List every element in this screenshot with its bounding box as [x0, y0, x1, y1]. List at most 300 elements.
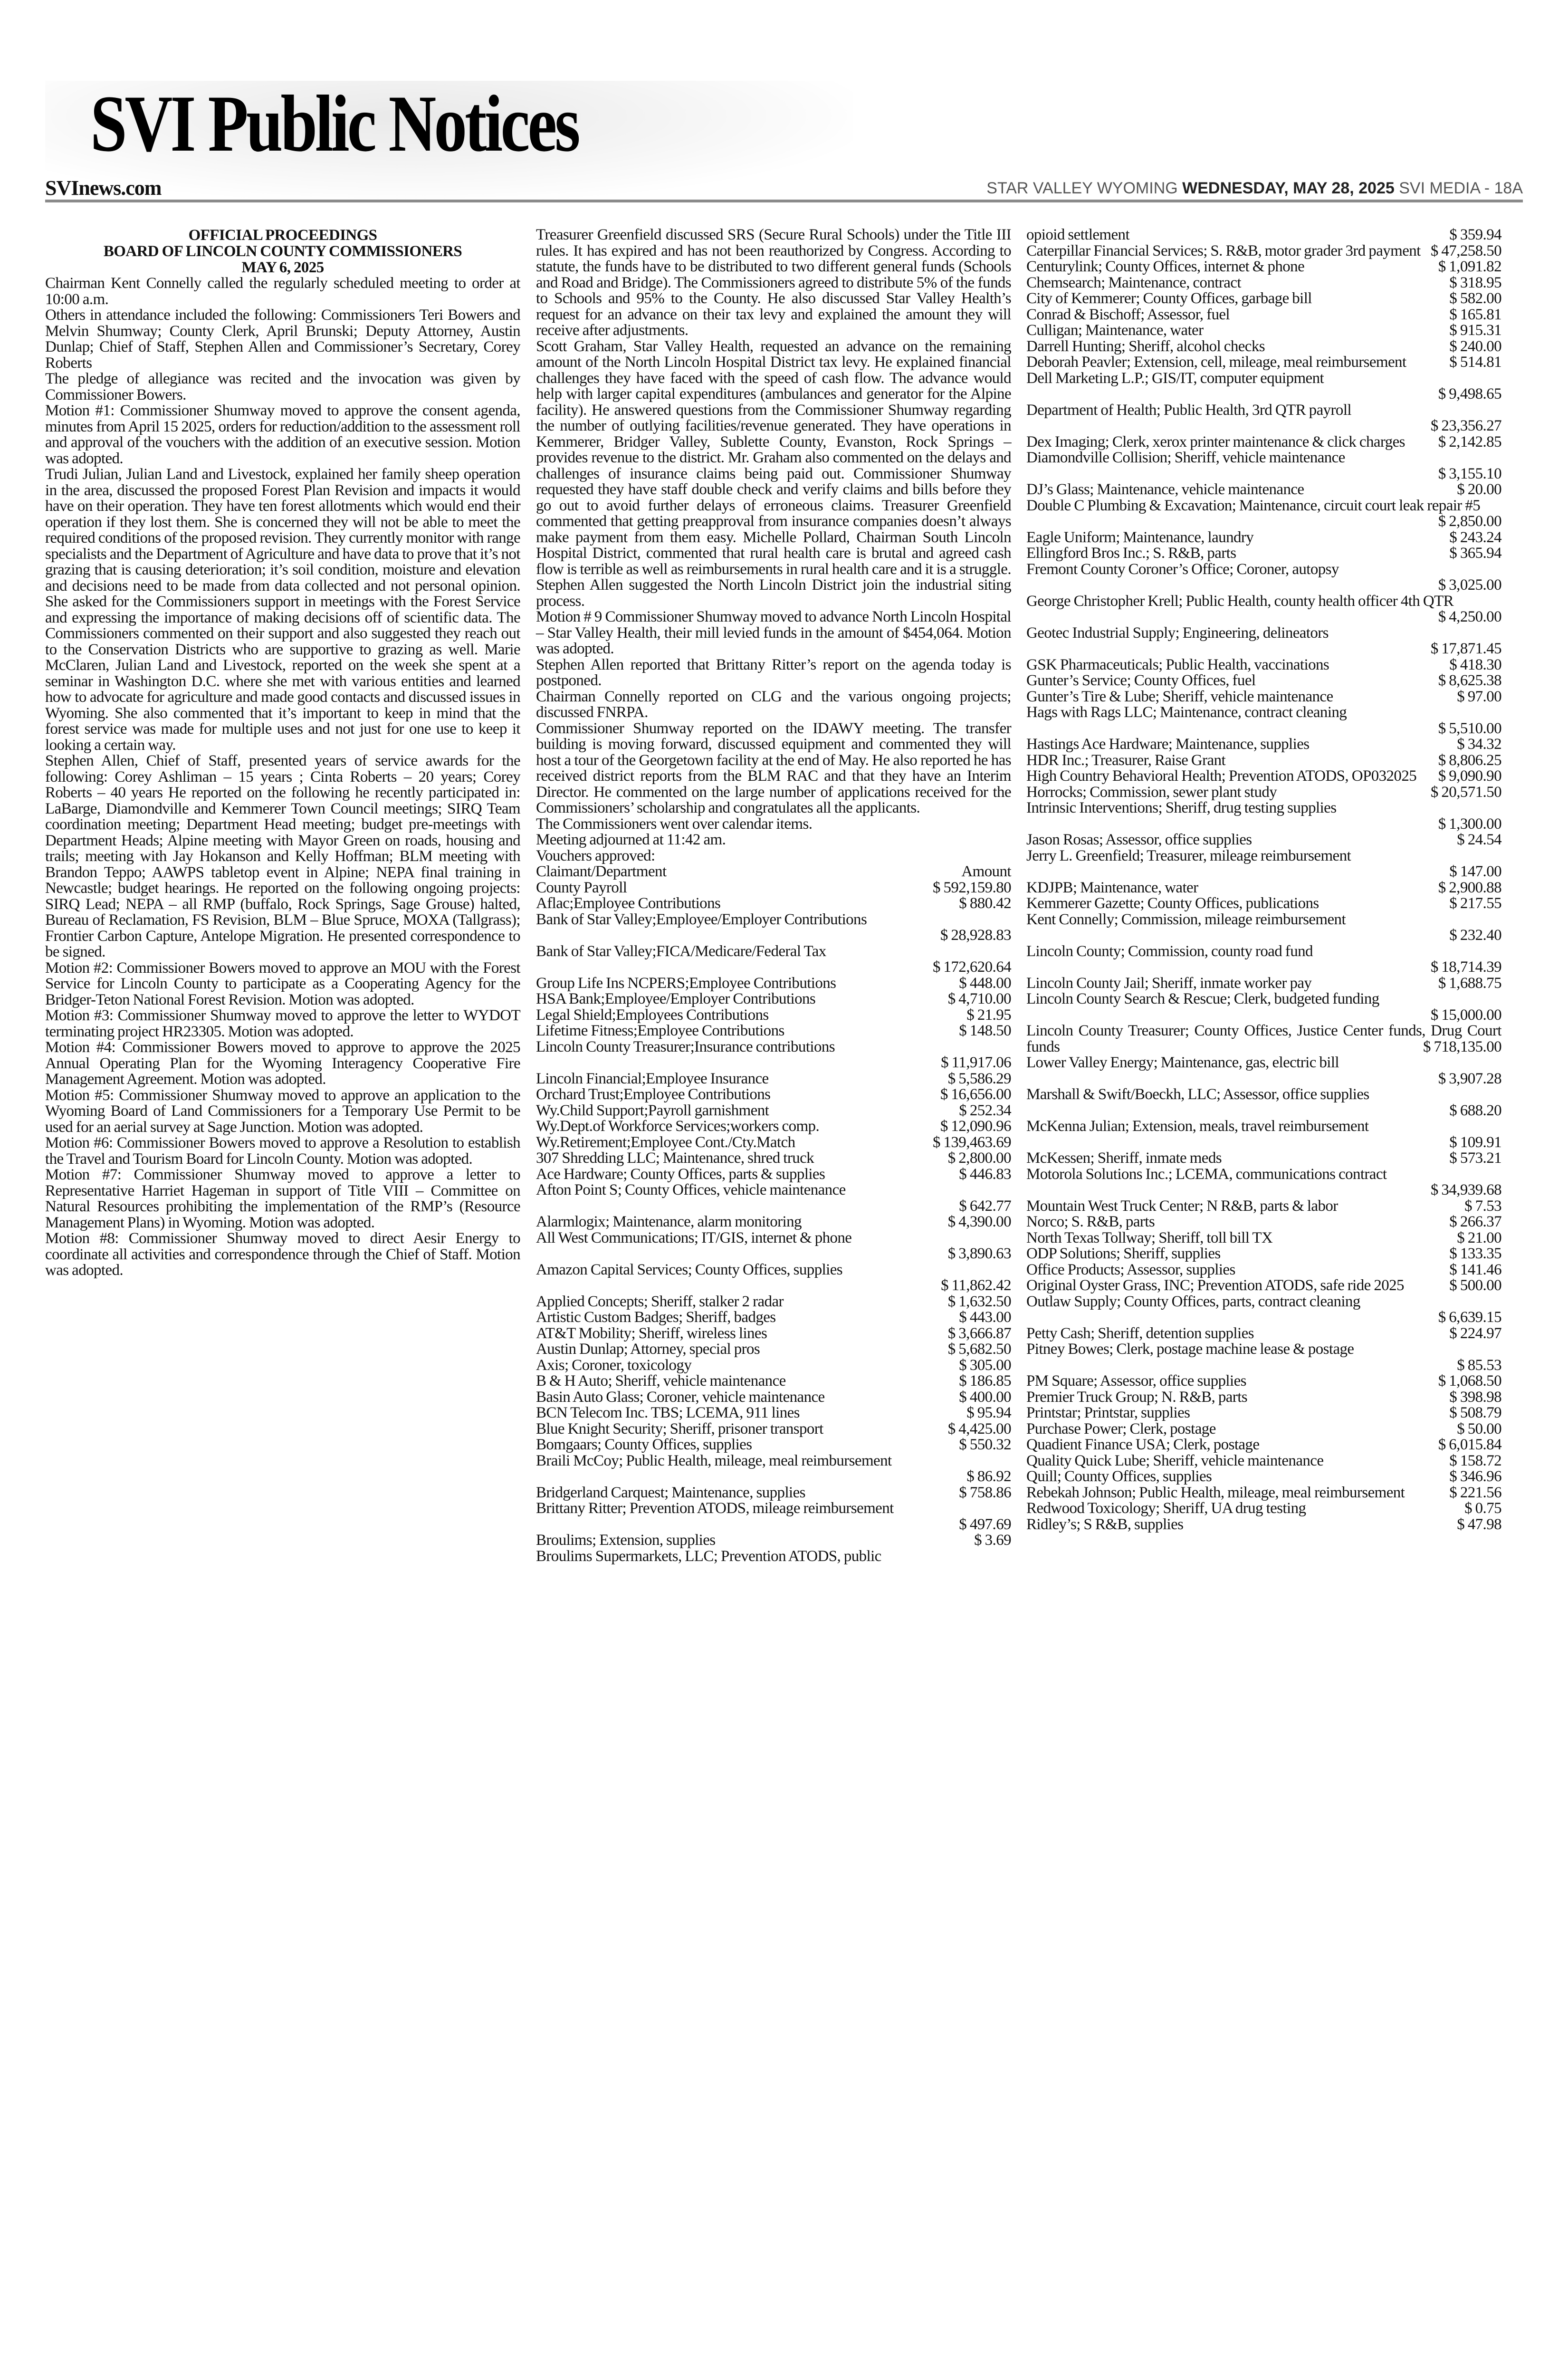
voucher-amount: $ 20.00: [1457, 481, 1501, 498]
voucher-claimant: PM Square; Assessor, office supplies: [1026, 1372, 1246, 1389]
notice-paragraph: Stephen Allen reported that Brittany Ritter’s report on the agenda today is postponed.: [536, 656, 1011, 689]
voucher-row: [1026, 1437, 1501, 1453]
voucher-claimant: Orchard Trust;Employee Contributions: [536, 1086, 771, 1103]
vouchers-header-amount: Amount: [961, 863, 1011, 880]
voucher-claimant: Ace Hardware; County Offices, parts & supplies: [536, 1165, 825, 1183]
voucher-amount: $ 16,656.00: [940, 1086, 1011, 1103]
voucher-amount: $ 3,666.87: [947, 1324, 1011, 1342]
voucher-amount: $ 7.53: [1464, 1197, 1501, 1215]
vouchers-list: [536, 880, 1011, 1565]
voucher-amount: $ 3,907.28: [1438, 1070, 1501, 1087]
voucher-amount: $ 4,250.00: [1438, 608, 1501, 625]
voucher-row: [1026, 848, 1501, 880]
voucher-row: [536, 1373, 1011, 1389]
voucher-claimant: Lower Valley Energy; Maintenance, gas, electric bill: [1026, 1054, 1339, 1071]
voucher-claimant: opioid settlement: [1026, 226, 1130, 243]
voucher-row: [1026, 1453, 1501, 1469]
voucher-claimant: Quadient Finance USA; Clerk, postage: [1026, 1436, 1260, 1453]
voucher-amount: $ 97.00: [1457, 688, 1501, 705]
voucher-amount: $ 508.79: [1449, 1404, 1501, 1421]
voucher-claimant: Jerry L. Greenfield; Treasurer, mileage reimbursement: [1026, 847, 1351, 864]
voucher-claimant: City of Kemmerer; County Offices, garbage bill: [1026, 290, 1312, 307]
voucher-row: [1026, 323, 1501, 339]
voucher-row: [1026, 1326, 1501, 1342]
voucher-claimant: Broulims; Extension, supplies: [536, 1532, 716, 1549]
voucher-amount: $ 446.83: [959, 1165, 1011, 1183]
voucher-claimant: Hastings Ace Hardware; Maintenance, supplies: [1026, 736, 1310, 753]
voucher-amount: $ 95.94: [966, 1404, 1011, 1421]
voucher-row: [536, 1103, 1011, 1119]
voucher-amount: $ 158.72: [1449, 1452, 1501, 1469]
voucher-row: [536, 1437, 1011, 1453]
voucher-claimant: Darrell Hunting; Sheriff, alcohol checks: [1026, 337, 1265, 355]
voucher-claimant: Gunter’s Service; County Offices, fuel: [1026, 672, 1256, 689]
voucher-amount: $ 398.98: [1449, 1388, 1501, 1406]
voucher-amount: $ 243.24: [1449, 528, 1501, 546]
voucher-claimant: ODP Solutions; Sheriff, supplies: [1026, 1245, 1221, 1262]
voucher-amount: $ 4,425.00: [947, 1420, 1011, 1437]
voucher-row: [1026, 1405, 1501, 1421]
voucher-claimant: All West Communications; IT/GIS, internet & phone: [536, 1229, 852, 1246]
notice-paragraph: Others in attendance included the following: Commissioners Teri Bowers and Melvin Shumway; County Clerk, April Brunski; Deputy Attorney, Austin Dunlap; Chief of Staff, Stephen Allen and Commissioner’s Secretary, Corey Roberts: [45, 307, 520, 372]
voucher-amount: $ 186.85: [959, 1372, 1011, 1389]
voucher-row: [1026, 976, 1501, 992]
notice-paragraph: Motion #5: Commissioner Shumway moved to approve an application to the Wyoming Board of Land Commissioners for a Temporary Use Permit to be used for an aerial survey at Sage Junction. Motion was adopted.: [45, 1086, 520, 1136]
voucher-claimant: Motorola Solutions Inc.; LCEMA, communications contract: [1026, 1165, 1387, 1183]
voucher-claimant: Fremont County Coroner’s Office; Coroner, autopsy: [1026, 560, 1339, 578]
voucher-amount: $ 240.00: [1449, 337, 1501, 355]
voucher-claimant: Kemmerer Gazette; County Offices, publications: [1026, 895, 1319, 912]
voucher-row: [1026, 1167, 1501, 1198]
voucher-claimant: Department of Health; Public Health, 3rd QTR payroll: [1026, 401, 1351, 419]
voucher-row: [1026, 800, 1501, 832]
voucher-amount: $ 550.32: [959, 1436, 1011, 1453]
voucher-claimant: Original Oyster Grass, INC; Prevention ATODS, safe ride 2025: [1026, 1278, 1404, 1294]
notice-heading-2: BOARD OF LINCOLN COUNTY COMMISSIONERS: [103, 243, 462, 260]
voucher-row: [1026, 991, 1501, 1023]
voucher-row: [1026, 371, 1501, 402]
voucher-row: [536, 1310, 1011, 1326]
voucher-row: [1026, 1246, 1501, 1262]
notice-paragraph: Treasurer Greenfield discussed SRS (Secure Rural Schools) under the Title III rules. It has expired and has not been reauthorized by Congress. According to statute, the funds have to be distributed to two different general funds (Schools and Road and Bridge). The Commissioners agreed to distribute 5% of the funds to Schools and 95% to the County. He also discussed Star Valley Health’s request for an advance on their tax levy and explained the amount they will receive after adjustments.: [536, 226, 1011, 339]
voucher-amount: $ 23,356.27: [1430, 417, 1501, 434]
voucher-row: [536, 912, 1011, 944]
voucher-row: [536, 1294, 1011, 1310]
voucher-row: [536, 1533, 1011, 1549]
notice-heading-1: OFFICIAL PROCEEDINGS: [188, 227, 377, 244]
voucher-row: [1026, 1485, 1501, 1501]
voucher-amount: $ 133.35: [1449, 1245, 1501, 1262]
vouchers-list-continued: [1026, 227, 1501, 1533]
voucher-amount: $ 266.37: [1449, 1213, 1501, 1230]
voucher-amount: $ 21.00: [1457, 1229, 1501, 1246]
notice-paragraph: Motion #7: Commissioner Shumway moved to approve a letter to Representative Harriet Hageman in support of Title VIII – Committee on Natural Resources prohibiting the implementation of the RMP’s (Resource Management Plans) in Wyoming. Motion was adopted.: [45, 1166, 520, 1231]
voucher-row: [1026, 896, 1501, 912]
voucher-claimant: Conrad & Bischoff; Assessor, fuel: [1026, 306, 1230, 323]
voucher-amount: $ 305.00: [959, 1356, 1011, 1374]
voucher-claimant: Outlaw Supply; County Offices, parts, contract cleaning: [1026, 1293, 1360, 1310]
notice-paragraph: Stephen Allen, Chief of Staff, presented years of service awards for the following: Corey Ashliman – 15 years ; Cinta Roberts – 20 years; Corey Roberts – 40 years He reported on the following he recently participated in: LaBarge, Diamondville and Kemmerer Town Council meetings; SIRQ Team coordination meeting; Department Head meeting; budget pre-meetings with Department Heads; Alpine meeting with Mayor Green on roads, housing and trails; meeting with Jay Hokanson and Kelly Hoffman; BLM meeting with Brandon Teppo; AAWPS tabletop event in Alpine; NEPA final training in Newcastle; budget hearings. He reported on the following ongoing projects: SIRQ Lead; NEPA – all RMP (buffalo, Rock Springs, Sage Grouse) halted, Bureau of Reclamation, FS Revision, BLM – Blue Spruce, MOXA (Tallgrass); Frontier Carbon Capture, Antelope Migration. He presented correspondence to be signed.: [45, 752, 520, 960]
voucher-row: [1026, 243, 1501, 259]
voucher-claimant: McKenna Julian; Extension, meals, travel reimbursement: [1026, 1118, 1369, 1135]
voucher-claimant: Dell Marketing L.P.; GIS/IT, computer equipment: [1026, 369, 1324, 387]
voucher-row: [1026, 1023, 1501, 1055]
voucher-amount: $ 85.53: [1457, 1356, 1501, 1374]
voucher-row: [1026, 1119, 1501, 1150]
voucher-row: [536, 1262, 1011, 1294]
voucher-row: [1026, 1421, 1501, 1437]
voucher-row: [1026, 1373, 1501, 1389]
voucher-claimant: Quality Quick Lube; Sheriff, vehicle maintenance: [1026, 1452, 1324, 1469]
voucher-amount: $ 252.34: [959, 1102, 1011, 1119]
notice-paragraph: Trudi Julian, Julian Land and Livestock, explained her family sheep operation in the area, discussed the proposed Forest Plan Revision and impacts it would have on their operation. They have ten forest allotments which would end their operation if they lost them. She is concerned they will not be able to meet the required conditions of the proposed revision. They currently monitor with range specialists and the Department of Agriculture and have data to prove that it’s not grazing that is causing deterioration; it’s soil condition, moisture and elevation and decisions need to be made from data collected and not personal opinion. She asked for the Commissioners support in meetings with the Forest Service and expressing the importance of making decisions off of scientific data. The Commissioners commented on their support and also suggested they reach out to the Conservation Districts who are supportive to grazing as well. Marie McClaren, Julian Land and Livestock, reported on the week she spent at a seminar in Washington D.C. where she met with various entities and learned how to advocate for agriculture and made good contacts and discussed issues in Wyoming. She also commented that it’s important to keep in mind that the forest service was made for multiple uses and not just for one use to keep it looking a certain way.: [45, 466, 520, 754]
voucher-claimant: Ellingford Bros Inc.; S. R&B, parts: [1026, 545, 1236, 562]
voucher-claimant: Wy.Retirement;Employee Cont./Cty.Match: [536, 1133, 795, 1151]
voucher-amount: $ 9,090.90: [1438, 768, 1501, 785]
voucher-amount: $ 6,639.15: [1438, 1309, 1501, 1326]
voucher-amount: $ 582.00: [1449, 290, 1501, 307]
voucher-amount: $ 18,714.39: [1430, 958, 1501, 976]
voucher-row: [1026, 912, 1501, 944]
voucher-claimant: Redwood Toxicology; Sheriff, UA drug testing: [1026, 1500, 1306, 1517]
voucher-claimant: Lincoln Financial;Employee Insurance: [536, 1070, 769, 1087]
voucher-claimant: Eagle Uniform; Maintenance, laundry: [1026, 528, 1254, 546]
voucher-row: [1026, 562, 1501, 594]
voucher-claimant: Wy.Dept.of Workforce Services;workers comp.: [536, 1118, 820, 1135]
voucher-amount: $ 5,682.50: [947, 1341, 1011, 1358]
notice-paragraph: Vouchers approved:: [536, 847, 655, 864]
voucher-claimant: Printstar; Printstar, supplies: [1026, 1404, 1190, 1421]
voucher-amount: $ 8,806.25: [1438, 751, 1501, 769]
notice-paragraph: Scott Graham, Star Valley Health, requested an advance on the remaining amount of the North Lincoln Hospital District tax levy. He explained financial challenges they have faced with the speed of cash flow. The advance would help with larger capital expenditures (ambulances and generator for the Alpine facility). He answered questions from the Commissioner Shumway regarding the number of outlying facilities/revenue generated. They have operations in Kemmerer, Bridger Valley, Sublette County, Evanston, Rock Springs – provides revenue to the district. Mr. Graham also commented on the delays and challenges of insurance claims being paid out. Commissioner Shumway requested they have staff double check and verify claims and bills before they go out to avoid further delays of erroneous claims. Treasurer Greenfield commented that getting preapproval from insurance companies doesn’t always make payment from them easy. Michelle Pollard, Chairman South Lincoln Hospital District, commented that rural health care is brutal and agreed cash flow is terrible as well as reimbursements in rural health care and it is a struggle. Stephen Allen suggested the North Lincoln District join the industrial siting process.: [536, 337, 1011, 610]
voucher-claimant: Ridley’s; S R&B, supplies: [1026, 1515, 1184, 1533]
voucher-row: [1026, 498, 1501, 530]
voucher-row: [1026, 1087, 1501, 1119]
voucher-amount: $ 688.20: [1449, 1102, 1501, 1119]
voucher-amount: $ 359.94: [1449, 226, 1501, 243]
voucher-claimant: Hags with Rags LLC; Maintenance, contract cleaning: [1026, 704, 1347, 721]
dateline: [986, 179, 1523, 198]
voucher-amount: $ 0.75: [1464, 1500, 1501, 1517]
voucher-amount: $ 3,025.00: [1438, 576, 1501, 594]
voucher-claimant: Bank of Star Valley;Employee/Employer Contributions: [536, 910, 867, 928]
voucher-claimant: Axis; Coroner, toxicology: [536, 1356, 692, 1374]
notice-body: [45, 276, 520, 1279]
voucher-claimant: Double C Plumbing & Excavation; Maintenance, circuit court leak repair #5: [1026, 498, 1481, 514]
voucher-claimant: Norco; S. R&B, parts: [1026, 1213, 1155, 1230]
voucher-amount: $ 24.54: [1457, 831, 1501, 848]
notice-paragraph: Meeting adjourned at 11:42 am.: [536, 831, 726, 848]
voucher-claimant: Diamondville Collision; Sheriff, vehicle maintenance: [1026, 449, 1345, 466]
voucher-amount: $ 148.50: [959, 1022, 1011, 1039]
voucher-claimant: Chemsearch; Maintenance, contract: [1026, 274, 1241, 291]
voucher-claimant: Brittany Ritter; Prevention ATODS, mileage reimbursement: [536, 1500, 894, 1517]
voucher-row: [1026, 880, 1501, 896]
voucher-amount: $ 642.77: [959, 1197, 1011, 1215]
vouchers-header-claimant: Claimant/Department: [536, 863, 667, 880]
voucher-amount: $ 221.56: [1449, 1485, 1501, 1501]
voucher-row: [536, 1326, 1011, 1342]
voucher-amount: $ 109.91: [1449, 1133, 1501, 1151]
voucher-row: [536, 1150, 1011, 1167]
website-link[interactable]: SVInews.com: [45, 176, 162, 200]
voucher-claimant: Bank of Star Valley;FICA/Medicare/Federal Tax: [536, 942, 826, 960]
voucher-claimant: Deborah Peavler; Extension, cell, mileage, meal reimbursement: [1026, 354, 1406, 371]
voucher-claimant: Culligan; Maintenance, water: [1026, 322, 1204, 339]
voucher-amount: $ 915.31: [1449, 322, 1501, 339]
voucher-row: [1026, 1389, 1501, 1406]
voucher-row: [536, 976, 1011, 992]
voucher-amount: $ 141.46: [1449, 1261, 1501, 1278]
voucher-amount: $ 318.95: [1449, 274, 1501, 291]
voucher-row: [1026, 673, 1501, 689]
voucher-row: [536, 1230, 1011, 1262]
notice-paragraph: Commissioner Shumway reported on the IDAWY meeting. The transfer building is moving forward, discussed equipment and commented they will host a tour of the Georgetown facility at the end of May. He also reported he has received district reports from the BLM RAC and that they have an Interim Director. He commented on the large number of applications received for the Commissioners’ scholarship and congratulates all the applicants.: [536, 719, 1011, 816]
voucher-claimant: Broulims Supermarkets, LLC; Prevention ATODS, public: [536, 1547, 881, 1565]
voucher-claimant: Alarmlogix; Maintenance, alarm monitoring: [536, 1213, 802, 1230]
voucher-row: [1026, 768, 1501, 785]
voucher-row: [1026, 1230, 1501, 1246]
voucher-row: [1026, 482, 1501, 498]
voucher-claimant: Office Products; Assessor, supplies: [1026, 1261, 1235, 1278]
voucher-claimant: BCN Telecom Inc. TBS; LCEMA, 911 lines: [536, 1404, 800, 1421]
voucher-amount: $ 3.69: [974, 1532, 1011, 1549]
voucher-amount: $ 47.98: [1457, 1515, 1501, 1533]
voucher-row: [536, 1358, 1011, 1374]
voucher-claimant: Intrinsic Interventions; Sheriff, drug testing supplies: [1026, 799, 1337, 816]
voucher-claimant: HSA Bank;Employee/Employer Contributions: [536, 990, 816, 1007]
voucher-claimant: High Country Behavioral Health; Prevention ATODS, OP032025: [1026, 768, 1417, 785]
notice-heading-3: MAY 6, 2025: [241, 259, 324, 276]
voucher-claimant: Premier Truck Group; N. R&B, parts: [1026, 1388, 1248, 1406]
voucher-amount: $ 443.00: [959, 1309, 1011, 1326]
voucher-claimant: North Texas Tollway; Sheriff, toll bill TX: [1026, 1229, 1273, 1246]
voucher-row: [536, 944, 1011, 976]
voucher-amount: $ 9,498.65: [1438, 385, 1501, 402]
voucher-claimant: 307 Shredding LLC; Maintenance, shred truck: [536, 1150, 814, 1167]
voucher-amount: $ 4,390.00: [947, 1213, 1011, 1230]
voucher-claimant: George Christopher Krell; Public Health, county health officer 4th QTR: [1026, 593, 1454, 610]
voucher-claimant: Kent Connelly; Commission, mileage reimbursement: [1026, 910, 1346, 928]
voucher-amount: $ 11,917.06: [941, 1054, 1011, 1071]
notice-paragraph: Motion #6: Commissioner Bowers moved to approve a Resolution to establish the Travel and Tourism Board for Lincoln County. Motion was adopted.: [45, 1134, 520, 1168]
voucher-row: [1026, 1150, 1501, 1167]
voucher-amount: $ 47,258.50: [1430, 243, 1501, 259]
voucher-row: [1026, 705, 1501, 737]
voucher-claimant: Rebekah Johnson; Public Health, mileage, meal reimbursement: [1026, 1485, 1405, 1501]
dateline-location: STAR VALLEY WYOMING: [986, 179, 1178, 197]
voucher-row: [1026, 689, 1501, 705]
vouchers-header: [536, 864, 1011, 880]
voucher-amount: $ 497.69: [959, 1515, 1011, 1533]
voucher-claimant: Quill; County Offices, supplies: [1026, 1468, 1212, 1485]
voucher-amount: $ 365.94: [1449, 545, 1501, 562]
voucher-row: [1026, 832, 1501, 848]
voucher-claimant: Caterpillar Financial Services; S. R&B, motor grader 3rd payment: [1026, 243, 1421, 259]
voucher-amount: $ 1,091.82: [1438, 258, 1501, 275]
notice-paragraph: Motion #8: Commissioner Shumway moved to direct Aesir Energy to coordinate all activities and correspondence through the Chief of Staff. Motion was adopted.: [45, 1230, 520, 1279]
voucher-row: [1026, 227, 1501, 243]
notice-paragraph: Motion #1: Commissioner Shumway moved to approve the consent agenda, minutes from April 15 2025, orders for reduction/addition to the assessment roll and approval of the vouchers with the addition of an executive session. Motion was adopted.: [45, 402, 520, 467]
voucher-row: [536, 1341, 1011, 1358]
voucher-claimant: Marshall & Swift/Boeckh, LLC; Assessor, office supplies: [1026, 1086, 1369, 1103]
dateline-section: SVI MEDIA - 18A: [1399, 179, 1523, 197]
voucher-row: [1026, 944, 1501, 976]
notice-paragraph: Motion #3: Commissioner Shumway moved to approve the letter to WYDOT terminating project HR23305. Motion was adopted.: [45, 1007, 520, 1040]
voucher-amount: $ 217.55: [1449, 895, 1501, 912]
voucher-claimant: AT&T Mobility; Sheriff, wireless lines: [536, 1324, 767, 1342]
voucher-amount: $ 573.21: [1449, 1150, 1501, 1167]
voucher-row: [536, 1405, 1011, 1421]
voucher-row: [1026, 1262, 1501, 1278]
notice-body-continued: [536, 227, 1011, 864]
notice-paragraph: The pledge of allegiance was recited and the invocation was given by Commissioner Bowers.: [45, 370, 520, 403]
voucher-claimant: Lincoln County Treasurer; County Offices, Justice Center funds, Drug Court funds: [1026, 1023, 1501, 1055]
voucher-amount: $ 3,890.63: [947, 1245, 1011, 1262]
voucher-row: [1026, 785, 1501, 801]
voucher-amount: $ 165.81: [1449, 306, 1501, 323]
voucher-amount: $ 4,710.00: [947, 990, 1011, 1007]
voucher-claimant: Applied Concepts; Sheriff, stalker 2 radar: [536, 1293, 784, 1310]
voucher-row: [536, 1501, 1011, 1533]
voucher-row: [536, 1485, 1011, 1501]
voucher-amount: $ 2,900.88: [1438, 879, 1501, 896]
voucher-row: [1026, 1278, 1501, 1294]
column-3: [1026, 227, 1501, 1533]
voucher-row: [1026, 625, 1501, 657]
voucher-row: [1026, 1055, 1501, 1087]
voucher-row: [1026, 657, 1501, 673]
voucher-claimant: Wy.Child Support;Payroll garnishment: [536, 1102, 769, 1119]
voucher-row: [1026, 1294, 1501, 1326]
voucher-amount: $ 1,632.50: [947, 1293, 1011, 1310]
voucher-claimant: Group Life Ins NCPERS;Employee Contributions: [536, 974, 836, 992]
voucher-row: [1026, 737, 1501, 753]
voucher-claimant: DJ’s Glass; Maintenance, vehicle maintenance: [1026, 481, 1304, 498]
voucher-claimant: Bomgaars; County Offices, supplies: [536, 1436, 752, 1453]
voucher-row: [536, 1421, 1011, 1437]
voucher-amount: $ 880.42: [959, 895, 1011, 912]
voucher-amount: $ 17,871.45: [1430, 640, 1501, 657]
masthead-rule: [45, 200, 1523, 202]
voucher-amount: $ 1,688.75: [1438, 974, 1501, 992]
voucher-claimant: Blue Knight Security; Sheriff, prisoner transport: [536, 1420, 823, 1437]
voucher-row: [536, 896, 1011, 912]
notice-paragraph: Motion #2: Commissioner Bowers moved to approve an MOU with the Forest Service for Lincoln County to participate as a Cooperating Agency for the Bridger-Teton National Forest Revision. Motion was adopted.: [45, 959, 520, 1008]
voucher-claimant: Lincoln County Search & Rescue; Clerk, budgeted funding: [1026, 990, 1379, 1007]
voucher-row: [1026, 259, 1501, 275]
voucher-amount: $ 12,090.96: [940, 1118, 1011, 1135]
voucher-claimant: B & H Auto; Sheriff, vehicle maintenance: [536, 1372, 786, 1389]
voucher-row: [1026, 450, 1501, 482]
voucher-row: [1026, 594, 1501, 625]
voucher-claimant: Basin Auto Glass; Coroner, vehicle maintenance: [536, 1388, 825, 1406]
voucher-amount: $ 232.40: [1449, 927, 1501, 944]
voucher-amount: $ 514.81: [1449, 354, 1501, 371]
voucher-claimant: Legal Shield;Employees Contributions: [536, 1006, 769, 1024]
voucher-amount: $ 2,142.85: [1438, 434, 1501, 450]
masthead: [45, 81, 1523, 200]
voucher-claimant: Jason Rosas; Assessor, office supplies: [1026, 831, 1252, 848]
notice-paragraph: The Commissioners went over calendar items.: [536, 815, 813, 833]
voucher-row: [1026, 530, 1501, 546]
voucher-claimant: Gunter’s Tire & Lube; Sheriff, vehicle maintenance: [1026, 688, 1333, 705]
voucher-row: [536, 991, 1011, 1007]
voucher-amount: $ 15,000.00: [1430, 1006, 1501, 1024]
voucher-amount: $ 20,571.50: [1430, 783, 1501, 801]
voucher-amount: $ 448.00: [959, 974, 1011, 992]
voucher-claimant: Lincoln County Treasurer;Insurance contributions: [536, 1038, 835, 1055]
voucher-row: [536, 1023, 1011, 1039]
voucher-claimant: Geotec Industrial Supply; Engineering, delineators: [1026, 624, 1329, 642]
voucher-amount: $ 8,625.38: [1438, 672, 1501, 689]
voucher-claimant: Horrocks; Commission, sewer plant study: [1026, 783, 1277, 801]
publication-title: SVI Public Notices: [90, 79, 578, 168]
voucher-row: [536, 1453, 1011, 1485]
voucher-amount: $ 6,015.84: [1438, 1436, 1501, 1453]
voucher-amount: $ 418.30: [1449, 656, 1501, 673]
voucher-claimant: GSK Pharmaceuticals; Public Health, vaccinations: [1026, 656, 1329, 673]
voucher-row: [536, 880, 1011, 896]
voucher-claimant: Afton Point S; County Offices, vehicle maintenance: [536, 1181, 846, 1198]
voucher-amount: $ 11,862.42: [941, 1277, 1011, 1294]
voucher-amount: $ 139,463.69: [932, 1133, 1011, 1151]
voucher-row: [536, 1087, 1011, 1103]
voucher-row: [1026, 354, 1501, 371]
voucher-row: [1026, 1469, 1501, 1485]
voucher-claimant: Mountain West Truck Center; N R&B, parts & labor: [1026, 1197, 1338, 1215]
voucher-claimant: Purchase Power; Clerk, postage: [1026, 1420, 1216, 1437]
voucher-amount: $ 224.97: [1449, 1324, 1501, 1342]
voucher-claimant: Artistic Custom Badges; Sheriff, badges: [536, 1309, 776, 1326]
voucher-row: [536, 1039, 1011, 1071]
voucher-claimant: Lincoln County; Commission, county road fund: [1026, 942, 1313, 960]
voucher-claimant: Bridgerland Carquest; Maintenance, supplies: [536, 1484, 805, 1501]
voucher-amount: $ 50.00: [1457, 1420, 1501, 1437]
voucher-row: [1026, 1214, 1501, 1230]
voucher-row: [1026, 291, 1501, 307]
voucher-row: [536, 1214, 1011, 1230]
voucher-claimant: Braili McCoy; Public Health, mileage, meal reimbursement: [536, 1452, 892, 1469]
notice-paragraph: Chairman Connelly reported on CLG and the various ongoing projects; discussed FNRPA.: [536, 688, 1011, 721]
voucher-claimant: Dex Imaging; Clerk, xerox printer maintenance & click charges: [1026, 434, 1405, 450]
voucher-claimant: County Payroll: [536, 879, 627, 896]
voucher-amount: $ 500.00: [1449, 1278, 1501, 1294]
voucher-amount: $ 1,300.00: [1438, 815, 1501, 833]
voucher-claimant: Austin Dunlap; Attorney, special pros: [536, 1341, 760, 1358]
voucher-row: [1026, 1501, 1501, 1517]
voucher-row: [1026, 1198, 1501, 1215]
voucher-row: [1026, 546, 1501, 562]
voucher-claimant: Centurylink; County Offices, internet & phone: [1026, 258, 1305, 275]
voucher-amount: $ 718,135.00: [1423, 1038, 1501, 1055]
voucher-row: [536, 1182, 1011, 1214]
voucher-row: [536, 1007, 1011, 1024]
voucher-amount: $ 1,068.50: [1438, 1372, 1501, 1389]
voucher-amount: $ 21.95: [966, 1006, 1011, 1024]
voucher-row: [536, 1071, 1011, 1087]
voucher-claimant: Aflac;Employee Contributions: [536, 895, 721, 912]
voucher-row: [1026, 339, 1501, 355]
column-2: [536, 227, 1011, 1564]
voucher-amount: $ 2,800.00: [947, 1150, 1011, 1167]
notice-paragraph: Chairman Kent Connelly called the regularly scheduled meeting to order at 10:00 a.m.: [45, 275, 520, 308]
voucher-amount: $ 2,850.00: [1438, 513, 1501, 530]
voucher-claimant: Lincoln County Jail; Sheriff, inmate worker pay: [1026, 974, 1312, 992]
voucher-claimant: McKessen; Sheriff, inmate meds: [1026, 1150, 1222, 1167]
voucher-row: [536, 1119, 1011, 1135]
voucher-row: [1026, 307, 1501, 323]
